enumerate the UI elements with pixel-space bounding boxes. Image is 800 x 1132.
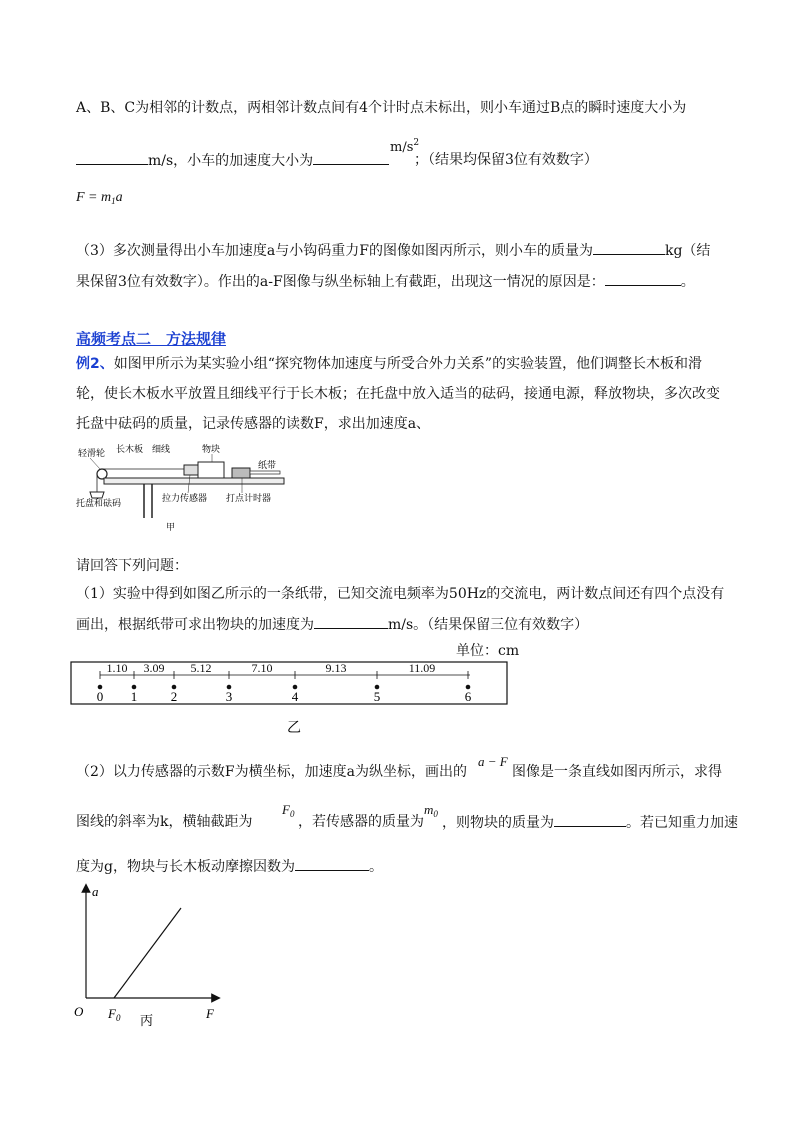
- p3-line1-a: （3）多次测量得出小车加速度a与小钩码重力F的图像如图丙所示，则小车的质量为: [76, 243, 593, 259]
- F0-sub: 0: [289, 809, 295, 819]
- q1-line2-tail-text: ；（结果均保留3位有效数字）: [414, 152, 598, 168]
- segment-label: 9.13: [325, 661, 347, 675]
- F0-letter: F: [282, 802, 290, 817]
- p2-line3: [76, 856, 383, 877]
- answer-prompt: 请回答下列问题：: [76, 558, 188, 574]
- p2-line2-b: ，若传感器的质量为: [298, 814, 424, 830]
- point-label: 5: [373, 689, 381, 704]
- unit-ms2-text: m/s: [390, 140, 414, 155]
- force-sensor: [184, 465, 198, 475]
- p1-line2-a: 画出，根据纸带可求出物块的加速度为: [76, 617, 314, 633]
- intercept-label: [107, 1006, 121, 1023]
- label-board: 长木板: [116, 444, 144, 454]
- formula-F: F = m: [76, 190, 112, 205]
- p3-line2-a: 果保留3位有效数字）。作出的a-F图像与纵坐标轴上有截距，出现这一情况的原因是：: [76, 274, 605, 290]
- p2-line2-c-wrap: [442, 812, 738, 833]
- q1-line1-text: A、B、C为相邻的计数点，两相邻计数点间有4个计时点未标出，则小车通过B点的瞬时速度大小为: [76, 100, 687, 116]
- answer-blank-car-mass[interactable]: [593, 240, 665, 255]
- origin-label: O: [74, 1004, 84, 1019]
- p2-line3-a: 度为g，物块与长木板动摩擦因数为: [76, 859, 295, 875]
- y-axis-label: a: [92, 884, 99, 899]
- intercept-sub: 0: [115, 1013, 121, 1023]
- label-tape: 纸带: [258, 460, 277, 470]
- answer-blank-block-mass[interactable]: [554, 812, 626, 827]
- p2-line1-tail: 图像是一条直线如图丙所示，求得: [512, 764, 722, 780]
- label-pulley: 轻滑轮: [78, 448, 106, 458]
- segment-label: 7.10: [251, 661, 273, 675]
- q1-line1: [76, 98, 686, 118]
- graph-caption: 丙: [140, 1013, 154, 1028]
- label-string: 细线: [152, 444, 171, 454]
- section-heading: 高频考点二 方法规律: [76, 330, 227, 348]
- example2-line3: 托盘中砝码的质量，记录传感器的读数F，求出加速度a、: [76, 416, 431, 432]
- point-label: 0: [96, 689, 104, 704]
- point-label: 2: [170, 689, 178, 704]
- tape-unit-label: 单位：cm: [456, 643, 520, 659]
- answer-blank-reason[interactable]: [605, 271, 681, 286]
- q1-line2-tail: [414, 150, 598, 170]
- label-block: 物块: [202, 444, 221, 454]
- x-axis-label: F: [206, 1006, 214, 1021]
- p2-line1-a: （2）以力传感器的示数F为横坐标，加速度a为纵坐标，画出的: [76, 764, 467, 780]
- m0-sub: 0: [433, 809, 438, 819]
- p2-m0: [424, 802, 438, 819]
- p3-line2-b: 。: [680, 274, 695, 290]
- p3-line1-b: kg（结: [664, 243, 711, 259]
- point-label: 6: [464, 689, 472, 704]
- p2-F0: [282, 802, 294, 819]
- p1-line1: （1）实验中得到如图乙所示的一条纸带，已知交流电频率为50Hz的交流电，两计数点间还有四个点没有: [76, 586, 725, 602]
- q1-part3-line2: [76, 271, 695, 292]
- segment-label: 3.09: [143, 661, 165, 675]
- q1-unit-ms: m/s，小车的加速度大小为: [148, 153, 314, 169]
- segment-label: 11.09: [408, 661, 436, 675]
- formula-f-equals-m1a: [76, 188, 123, 211]
- formula-a: a: [115, 190, 123, 205]
- label-sensor: 拉力传感器: [162, 493, 208, 503]
- p2-line2-d: 。若已知重力加速: [626, 815, 738, 831]
- figure-jia-caption: 甲: [166, 522, 176, 532]
- answer-blank-acceleration[interactable]: [313, 150, 389, 165]
- answer-blank-friction-coefficient[interactable]: [295, 856, 369, 871]
- apparatus-figure: [76, 438, 306, 538]
- q1-line2: [76, 150, 389, 171]
- q1-part3-line1: [76, 240, 710, 261]
- point-label: 3: [225, 689, 233, 704]
- block-icon: [198, 462, 224, 478]
- graph-line: [114, 908, 181, 998]
- segment-label: 5.12: [190, 661, 212, 675]
- point-label: 1: [130, 689, 138, 704]
- example2-line1-text: 如图甲所示为某实验小组“探究物体加速度与所受合外力关系”的实验装置，他们调整长木板和滑: [113, 356, 703, 372]
- tape-caption: 乙: [287, 721, 301, 736]
- paper-tape-figure: [70, 658, 510, 738]
- answer-blank-block-acceleration[interactable]: [314, 614, 388, 629]
- p2-line3-b: 。: [368, 859, 383, 875]
- formula-sub: 1: [111, 196, 116, 206]
- p1-line2: [76, 614, 588, 635]
- p2-formula-a-F: a − F: [478, 754, 508, 769]
- example2-label: 例2、: [76, 356, 114, 372]
- p1-line2-b: m/s。（结果保留三位有效数字）: [388, 617, 589, 633]
- segment-label: 1.10: [106, 661, 128, 675]
- unit-ms2-sup: 2: [413, 138, 420, 148]
- long-board: [104, 478, 284, 484]
- point-label: 4: [291, 689, 299, 704]
- example2-line1: [76, 354, 702, 374]
- tape-strip: [250, 471, 280, 474]
- label-timer: 打点计时器: [226, 493, 272, 503]
- p2-line2-c: ，则物块的质量为: [442, 815, 554, 831]
- answer-blank-velocity[interactable]: [76, 150, 148, 165]
- timer-icon: [232, 468, 250, 478]
- p2-line2-a: 图线的斜率为k，横轴截距为: [76, 814, 253, 830]
- label-tray: 托盘和砝码: [76, 498, 122, 508]
- example2-line2: 轮，使长木板水平放置且细线平行于长木板；在托盘中放入适当的砝码，接通电源，释放物块，多次改变: [76, 386, 720, 402]
- p2-line1: [76, 762, 467, 782]
- a-F-graph: [66, 880, 236, 1030]
- intercept-letter: F: [108, 1006, 116, 1021]
- m0-letter: m: [424, 802, 434, 817]
